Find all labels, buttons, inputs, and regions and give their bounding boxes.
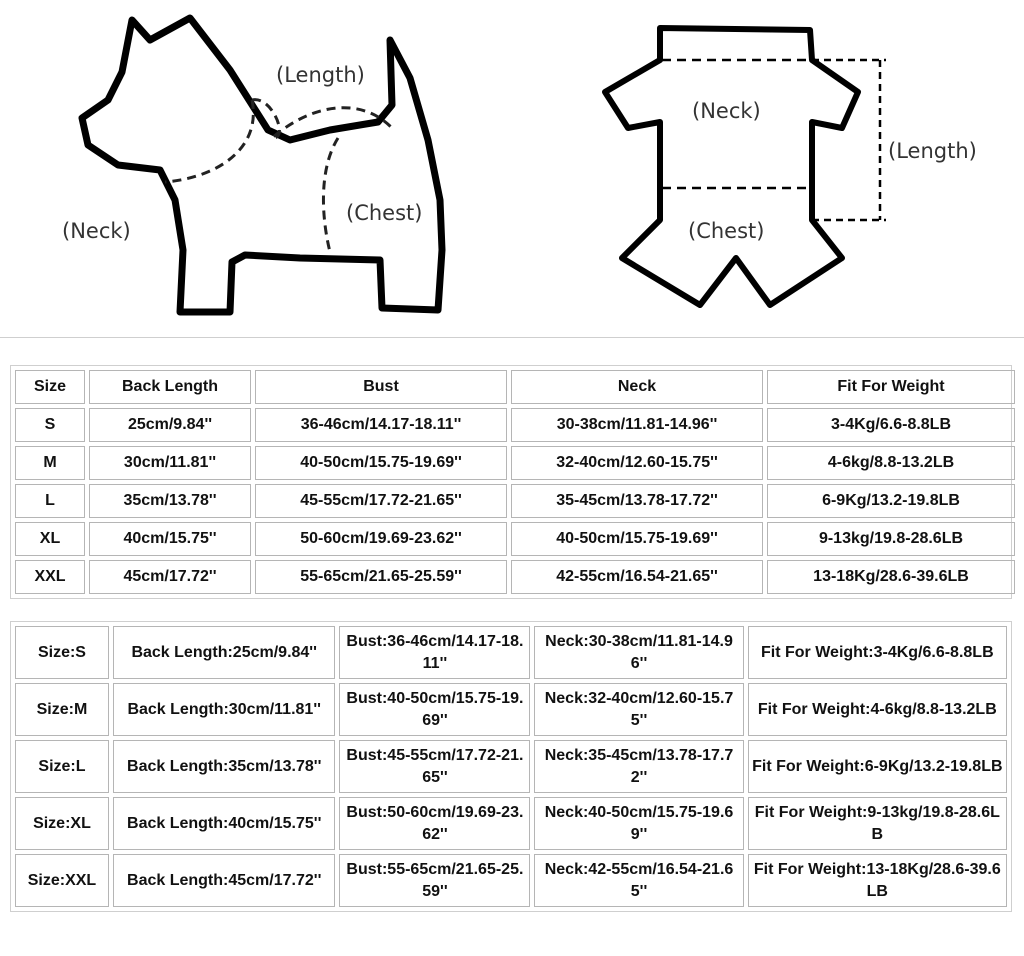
measurement-diagram [0, 0, 1024, 330]
table-cell: 35-45cm/13.78-17.72'' [511, 484, 763, 518]
table-cell: 35cm/13.78'' [89, 484, 251, 518]
table-row [15, 446, 1015, 480]
size-cell: Size:S [15, 626, 109, 679]
size-cell: Size:XL [15, 797, 109, 850]
weight-cell: Fit For Weight:13-18Kg/28.6-39.6LB [748, 854, 1007, 907]
table-cell: XL [15, 522, 85, 556]
table-row [15, 408, 1015, 442]
dog-length-label: (Length) [276, 63, 365, 87]
table-cell: XXL [15, 560, 85, 594]
header-cell: Size [15, 370, 85, 404]
bust-cell: Bust:36-46cm/14.17-18.11'' [339, 626, 530, 679]
table-row [15, 854, 1007, 907]
header-row [15, 370, 1015, 404]
divider [0, 337, 1024, 338]
table-cell: 40-50cm/15.75-19.69'' [511, 522, 763, 556]
weight-cell: Fit For Weight:3-4Kg/6.6-8.8LB [748, 626, 1007, 679]
header-cell: Fit For Weight [767, 370, 1015, 404]
neck-cell: Neck:42-55cm/16.54-21.65'' [534, 854, 743, 907]
table-row [15, 626, 1007, 679]
neck-cell: Neck:40-50cm/15.75-19.69'' [534, 797, 743, 850]
measurement-illustration [0, 0, 1024, 330]
garment-chest-label: (Chest) [688, 219, 765, 243]
table-row [15, 560, 1015, 594]
size-cell: Size:L [15, 740, 109, 793]
dog-neck-label: (Neck) [62, 219, 131, 243]
table-cell: 13-18Kg/28.6-39.6LB [767, 560, 1015, 594]
header-cell: Neck [511, 370, 763, 404]
table-row [15, 740, 1007, 793]
table-cell: 36-46cm/14.17-18.11'' [255, 408, 507, 442]
back-length-cell: Back Length:25cm/9.84'' [113, 626, 336, 679]
size-detail-table [11, 622, 1011, 911]
table-cell: 32-40cm/12.60-15.75'' [511, 446, 763, 480]
weight-cell: Fit For Weight:4-6kg/8.8-13.2LB [748, 683, 1007, 736]
back-length-cell: Back Length:45cm/17.72'' [113, 854, 336, 907]
table-cell: L [15, 484, 85, 518]
table-cell: M [15, 446, 85, 480]
back-length-cell: Back Length:30cm/11.81'' [113, 683, 336, 736]
bust-cell: Bust:40-50cm/15.75-19.69'' [339, 683, 530, 736]
table-cell: S [15, 408, 85, 442]
garment-silhouette [605, 28, 858, 305]
table-cell: 9-13kg/19.8-28.6LB [767, 522, 1015, 556]
table-cell: 40cm/15.75'' [89, 522, 251, 556]
bust-cell: Bust:55-65cm/21.65-25.59'' [339, 854, 530, 907]
table-row [15, 484, 1015, 518]
table-row [15, 522, 1015, 556]
table-cell: 30-38cm/11.81-14.96'' [511, 408, 763, 442]
back-length-cell: Back Length:40cm/15.75'' [113, 797, 336, 850]
size-table [11, 366, 1019, 598]
garment-length-label: (Length) [888, 139, 977, 163]
bust-cell: Bust:50-60cm/19.69-23.62'' [339, 797, 530, 850]
table-cell: 4-6kg/8.8-13.2LB [767, 446, 1015, 480]
size-table-compact [10, 365, 1012, 599]
neck-cell: Neck:30-38cm/11.81-14.96'' [534, 626, 743, 679]
table-cell: 3-4Kg/6.6-8.8LB [767, 408, 1015, 442]
table-cell: 45cm/17.72'' [89, 560, 251, 594]
weight-cell: Fit For Weight:6-9Kg/13.2-19.8LB [748, 740, 1007, 793]
header-cell: Back Length [89, 370, 251, 404]
weight-cell: Fit For Weight:9-13kg/19.8-28.6LB [748, 797, 1007, 850]
dog-silhouette [82, 18, 442, 312]
table-cell: 42-55cm/16.54-21.65'' [511, 560, 763, 594]
table-cell: 55-65cm/21.65-25.59'' [255, 560, 507, 594]
garment-measure-lines [662, 60, 886, 220]
header-cell: Bust [255, 370, 507, 404]
neck-cell: Neck:32-40cm/12.60-15.75'' [534, 683, 743, 736]
neck-cell: Neck:35-45cm/13.78-17.72'' [534, 740, 743, 793]
table-row [15, 683, 1007, 736]
table-cell: 40-50cm/15.75-19.69'' [255, 446, 507, 480]
table-cell: 50-60cm/19.69-23.62'' [255, 522, 507, 556]
size-cell: Size:XXL [15, 854, 109, 907]
table-cell: 25cm/9.84'' [89, 408, 251, 442]
dog-chest-label: (Chest) [346, 201, 423, 225]
bust-cell: Bust:45-55cm/17.72-21.65'' [339, 740, 530, 793]
table-cell: 45-55cm/17.72-21.65'' [255, 484, 507, 518]
table-cell: 6-9Kg/13.2-19.8LB [767, 484, 1015, 518]
table-row [15, 797, 1007, 850]
size-cell: Size:M [15, 683, 109, 736]
size-table-detailed [10, 621, 1012, 912]
garment-neck-label: (Neck) [692, 99, 761, 123]
back-length-cell: Back Length:35cm/13.78'' [113, 740, 336, 793]
table-cell: 30cm/11.81'' [89, 446, 251, 480]
